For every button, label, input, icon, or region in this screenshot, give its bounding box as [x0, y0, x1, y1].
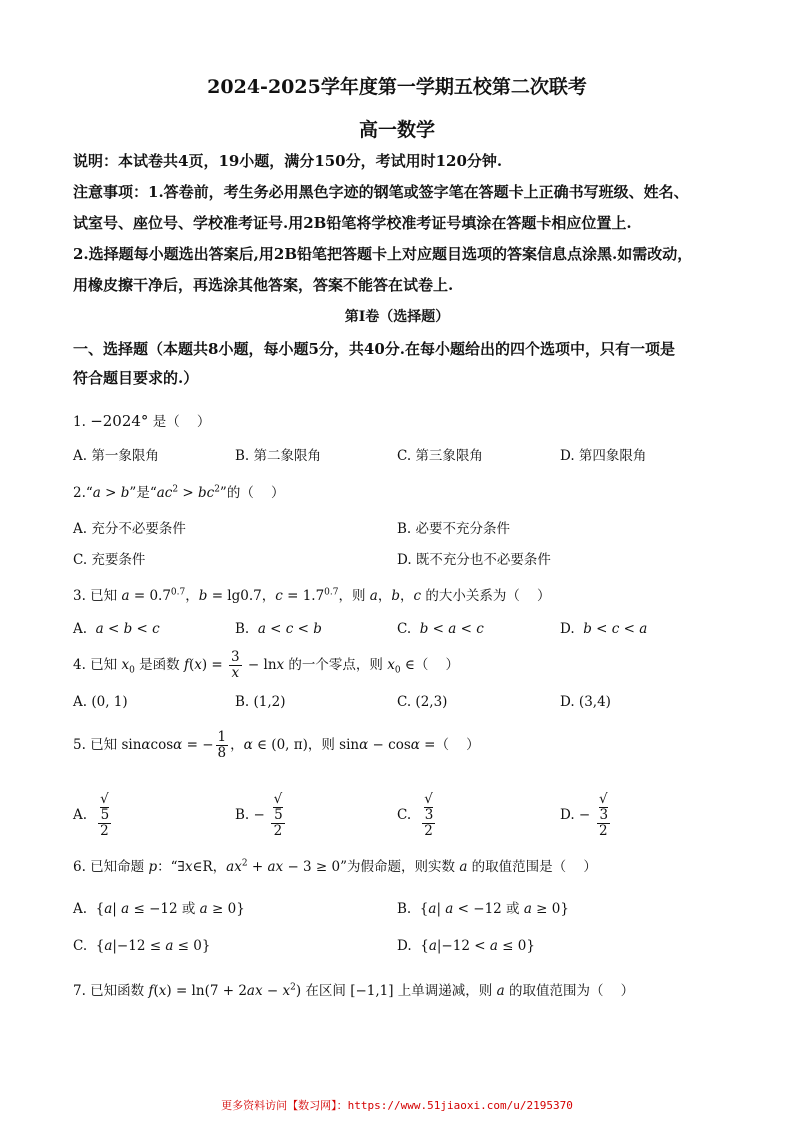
exam-title: 2024-2025学年度第一学期五校第二次联考: [207, 76, 587, 98]
option-d[interactable]: D. (3,4): [560, 694, 611, 710]
option-a[interactable]: A. 第一象限角: [73, 448, 159, 464]
option-b[interactable]: B. 第二象限角: [235, 448, 322, 464]
option-c[interactable]: C. b < a < c: [397, 621, 484, 637]
option-d[interactable]: D. {a|−12 < a ≤ 0}: [397, 938, 535, 954]
question-7: 7. 已知函数 $f(x) = \ln(7 + 2ax - x^2)$ 在区间 [−1,1] 上单调递减，则 a 的取值范围为（ ）: [73, 982, 635, 999]
question-number: 7.: [73, 983, 86, 999]
part-heading-line: 一、选择题（本题共8小题，每小题5分，共40分.在每小题给出的四个选项中，只有一项是: [73, 340, 675, 358]
option-a[interactable]: A. a < b < c: [73, 621, 160, 637]
question-number: 3.: [73, 588, 86, 604]
part-heading: [73, 335, 733, 393]
fraction: $\frac{3}{x}$: [231, 649, 240, 681]
instructions: [73, 146, 733, 301]
option-b[interactable]: B. a < c < b: [235, 621, 322, 637]
question-number: 6.: [73, 859, 86, 875]
question-4: 4. 已知 $x_0$ 是函数 f(x) = $\frac{3}{x}$ − lnx 的一个零点，则 $x_0$ ∈（ ）: [73, 649, 460, 681]
question-1: 1. −2024° 是（ ）: [73, 412, 211, 430]
question-5: 5. 已知 sinαcosα = − $\frac{1}{8}$ ，α ∈ (0, π)，则 sinα − cosα =（ ）: [73, 729, 480, 761]
instruction-line: 用橡皮擦干净后，再选涂其他答案，答案不能答在试卷上.: [73, 276, 454, 294]
option-d[interactable]: D. 第四象限角: [560, 448, 647, 464]
footer-link[interactable]: 更多资料访问【数习网】：https://www.51jiaoxi.com/u/2195370: [221, 1099, 573, 1112]
instruction-line: 注意事项：1.答卷前，考生务必用黑色字迹的钢笔或签字笔在答题卡上正确书写班级、姓名、: [73, 183, 689, 201]
option-a[interactable]: A. 充分不必要条件: [73, 521, 186, 537]
question-2: 2.“a > b”是“$ac^2 > bc^2$”的（ ）: [73, 484, 285, 501]
option-b[interactable]: B. (1,2): [235, 694, 286, 710]
question-6: 6. 已知命题 p：“∃x∈R，$ax^2$ + ax − 3 ≥ 0”为假命题，则实数 a 的取值范围是（ ）: [73, 858, 597, 875]
exam-subject: 高一数学: [358, 119, 435, 141]
option-c[interactable]: C. (2,3): [397, 694, 448, 710]
question-number: 2.: [73, 485, 86, 501]
question-number: 4.: [73, 657, 86, 673]
question-3: 3. 已知 $a = 0.7^{0.7}$，b = lg0.7，$c = 1.7^{0.7}$，则 a，b，c 的大小关系为（ ）: [73, 587, 551, 604]
section-title: 第I卷（选择题）: [344, 309, 450, 325]
option-c[interactable]: C. 充要条件: [73, 552, 146, 568]
instruction-line: 说明：本试卷共4页，19小题，满分150分，考试用时120分钟.: [73, 152, 503, 170]
instruction-line: 试室号、座位号、学校准考证号.用2B铅笔将学校准考证号填涂在答题卡相应位置上.: [73, 214, 632, 232]
option-c[interactable]: C. {a|−12 ≤ a ≤ 0}: [73, 938, 211, 954]
instruction-line: 2.选择题每小题选出答案后,用2B铅笔把答题卡上对应题目选项的答案信息点涂黑.如需改动，: [73, 245, 693, 263]
option-c[interactable]: C. 第三象限角: [397, 448, 483, 464]
option-b[interactable]: B. {a| a < −12 或 a ≥ 0}: [397, 901, 569, 917]
option-b[interactable]: B. 必要不充分条件: [397, 521, 511, 537]
option-b[interactable]: B. − √ 5 2: [235, 791, 283, 839]
option-a[interactable]: A. (0, 1): [73, 694, 128, 710]
option-d[interactable]: D. b < c < a: [560, 621, 648, 637]
question-number: 1.: [73, 414, 86, 430]
option-a[interactable]: A. {a| a ≤ −12 或 a ≥ 0}: [73, 901, 245, 917]
option-d[interactable]: D. 既不充分也不必要条件: [397, 552, 551, 568]
option-d[interactable]: D. − √ 3 2: [560, 791, 609, 839]
part-heading-line: 符合题目要求的.）: [73, 369, 199, 387]
question-number: 5.: [73, 737, 86, 753]
option-c[interactable]: C. √ 3 2: [397, 791, 434, 839]
option-a[interactable]: A. √ 5 2: [73, 791, 110, 839]
fraction: $\frac{1}{8}$: [217, 729, 227, 761]
